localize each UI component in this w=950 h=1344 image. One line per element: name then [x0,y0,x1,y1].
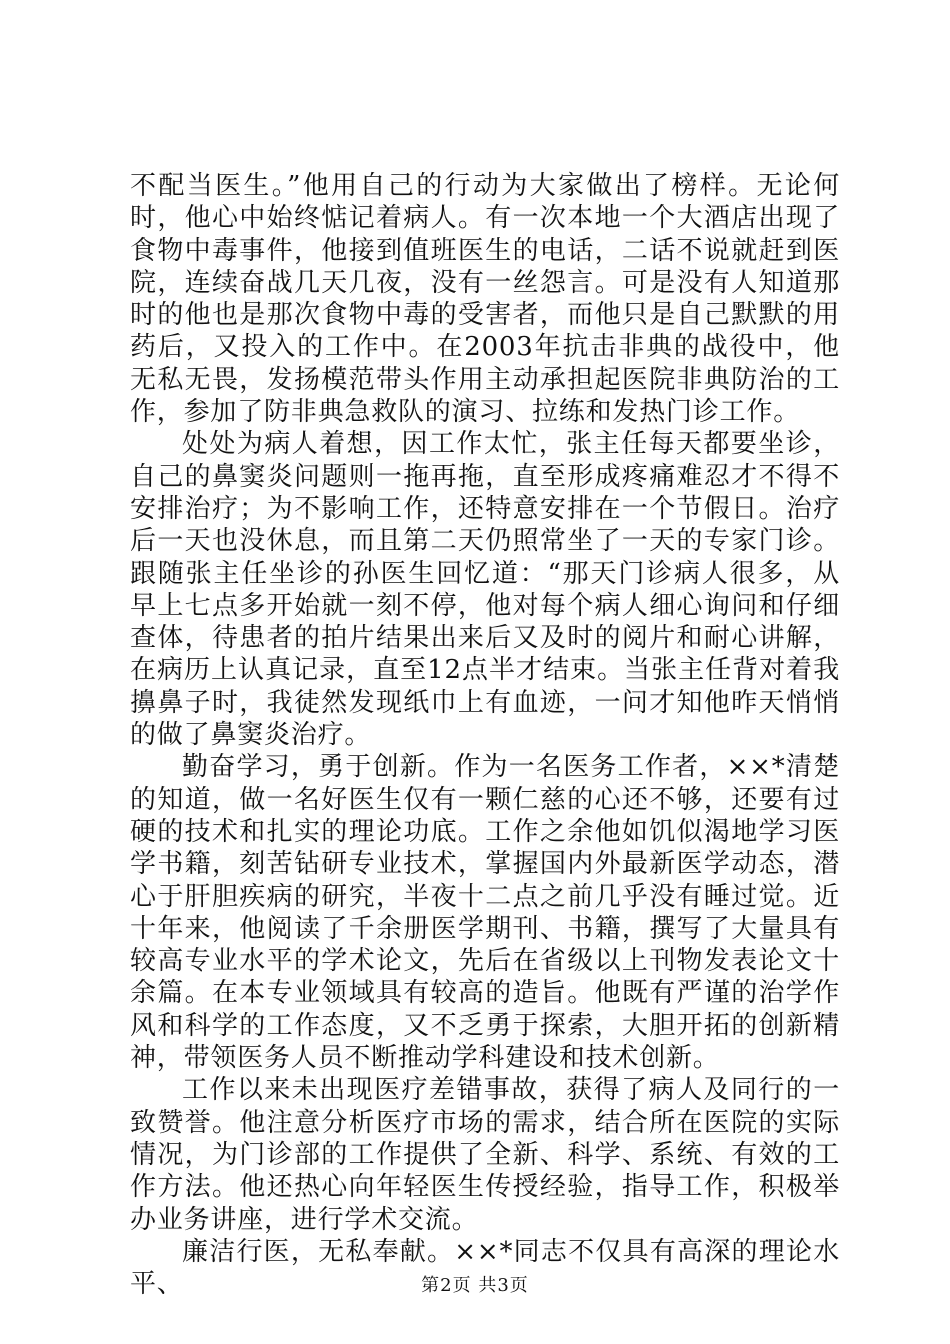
paragraph-1: 不配当医生。”他用自己的行动为大家做出了榜样。无论何时，他心中始终惦记着病人。有一次本地一个大酒店出现了食物中毒事件，他接到值班医生的电话，二话不说就赶到医院，连续奋战几天几夜，没有一丝怨言。可是没有人知道那时的他也是那次食物中毒的受害者，而他只是自己默默的用药后，又投入的工作中。在2003年抗击非典的战役中，他无私无畏，发扬模范带头作用主动承担起医院非典防治的工作，参加了防非典急救队的演习、拉练和发热门诊工作。 [130,171,840,428]
page-footer: 第2页 共3页 [421,1275,529,1296]
paragraph-5: 廉洁行医，无私奉献。××*同志不仅具有高深的理论水平、 [130,1236,840,1300]
paragraph-4: 工作以来未出现医疗差错事故，获得了病人及同行的一致赞誉。他注意分析医疗市场的需求，结合所在医院的实际情况，为门诊部的工作提供了全新、科学、系统、有效的工作方法。他还热心向年轻医生传授经验，指导工作，积极举办业务讲座，进行学术交流。 [130,1075,840,1235]
paragraph-2: 处处为病人着想，因工作太忙，张主任每天都要坐诊，自己的鼻窦炎问题则一拖再拖，直至形成疼痛难忍才不得不安排治疗；为不影响工作，还特意安排在一个节假日。治疗后一天也没休息，而且第二天仍照常坐了一天的专家门诊。跟随张主任坐诊的孙医生回忆道：“那天门诊病人很多，从早上七点多开始就一刻不停，他对每个病人细心询问和仔细查体，待患者的拍片结果出来后又及时的阅片和耐心讲解，在病历上认真记录，直至12点半才结束。当张主任背对着我擤鼻子时，我徒然发现纸巾上有血迹，一问才知他昨天悄悄的做了鼻窦炎治疗。 [130,429,840,751]
document-body [130,170,840,1300]
paragraph-3: 勤奋学习，勇于创新。作为一名医务工作者，××*清楚的知道，做一名好医生仅有一颗仁慈的心还不够，还要有过硬的技术和扎实的理论功底。工作之余他如饥似渴地学习医学书籍，刻苦钻研专业技术，掌握国内外最新医学动态，潜心于肝胆疾病的研究，半夜十二点之前几乎没有睡过觉。近十年来，他阅读了千余册医学期刊、书籍，撰写了大量具有较高专业水平的学术论文，先后在省级以上刊物发表论文十余篇。在本专业领域具有较高的造旨。他既有严谨的治学作风和科学的工作态度，又不乏勇于探索，大胆开拓的创新精神，带领医务人员不断推动学科建设和技术创新。 [130,752,840,1074]
